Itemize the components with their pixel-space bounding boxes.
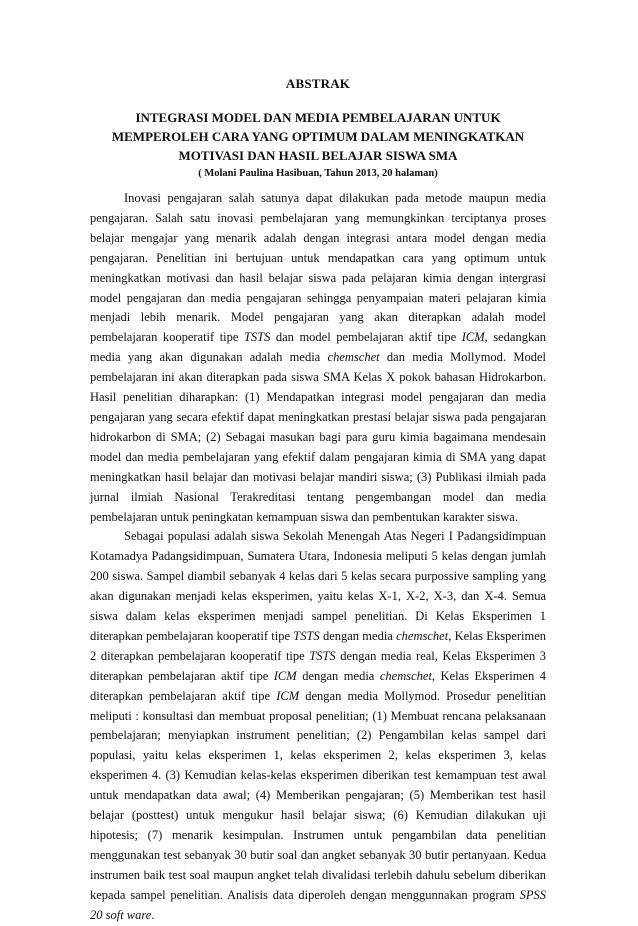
- author-line: ( Molani Paulina Hasibuan, Tahun 2013, 20 halaman): [198, 168, 438, 179]
- text-run: dengan media Mollymod. Prosedur penelitian meliputi : konsultasi dan membuat proposal penelitian; (1) Membuat rencana pelaksanaan pembelajaran; menyiapkan instrument penelitian; (2) Pengambilan kelas sampel dari populasi, yaitu kelas eksperimen 1, kelas eksperimen 2, kelas eksperimen 3, kelas eksperimen 4. (3) Kemudian kelas-kelas eksperimen diberikan test kemampuan test awal untuk mendapatkan data awal; (4) Memberikan pengajaran; (5) Memberikan test hasil belajar (posttest) untuk mengukur hasil belajar siswa; (6) Kemudian dilakukan uji hipotesis; (7) menarik kesimpulan. Instrumen untuk pengambilan data penelitian menggunakan test sebanyak 30 butir soal dan angket sebanyak 30 butir pertanyaan. Kedua instrumen baik test soal maupun angket telah divalidasi terlebih dahulu sebelum diberikan kepada sampel penelitian. Analisis data diperoleh dengan menggunnakan program: [90, 688, 546, 902]
- italic-term: ICM: [276, 688, 300, 703]
- text-run: , Kelas Eksperimen 2 diterapkan pembelajaran kooperatif tipe: [90, 628, 547, 663]
- title-line-2: MEMPEROLEH CARA YANG OPTIMUM DALAM MENINGKATKAN: [111, 129, 525, 144]
- text-run: , sedangkan media yang akan digunakan adalah media: [90, 330, 547, 365]
- text-run: Sebagai populasi adalah siswa Sekolah Menengah Atas Negeri I Padangsidimpuan Kotamadya Padangsidimpuan, Sumatera Utara, Indonesia meliputi 5 kelas dengan jumlah 200 siswa. Sampel diambil sebanyak 4 kelas dari 5 kelas secara purpossive sampling yang akan digunakan menjadi kelas eksperimen, yaitu kelas X-1, X-2, X-3, dan X-4. Semua siswa dalam kelas eksperimen menjadi sampel penelitian. Di Kelas Eksperimen 1 diterapkan pembelajaran kooperatif tipe: [90, 529, 546, 643]
- italic-term: SPSS 20 soft ware: [90, 887, 546, 922]
- italic-term: TSTS: [293, 628, 320, 643]
- text-run: dengan media: [319, 628, 397, 643]
- text-run: dengan media: [296, 668, 380, 683]
- italic-term: chemschet: [396, 628, 449, 643]
- text-run: , Kelas Eksperimen 4 diterapkan pembelajaran aktif tipe: [90, 668, 546, 703]
- abstract-heading: ABSTRAK: [285, 76, 351, 91]
- italic-term: ICM: [273, 668, 297, 683]
- text-run: dan model pembelajaran aktif tipe: [270, 330, 462, 345]
- title-line-1: INTEGRASI MODEL DAN MEDIA PEMBELAJARAN UNTUK: [135, 110, 501, 125]
- italic-term: TSTS: [243, 330, 271, 345]
- italic-term: TSTS: [309, 648, 336, 663]
- italic-term: chemschet: [327, 350, 380, 365]
- italic-term: chemschet: [379, 668, 432, 683]
- thesis-title: [90, 108, 546, 165]
- abstract-paragraph-2: [90, 527, 546, 925]
- text-run: .: [151, 907, 155, 922]
- text-run: dengan media real, Kelas Eksperimen 3 diterapkan pembelajaran aktif tipe: [90, 648, 546, 683]
- title-line-3: MOTIVASI DAN HASIL BELAJAR SISWA SMA: [178, 148, 458, 163]
- abstract-paragraph-1: [90, 189, 546, 527]
- text-run: dan media Mollymod. Model pembelajaran ini akan diterapkan pada siswa SMA Kelas X pokok bahasan Hidrokarbon. Hasil penelitian diharapkan: (1) Mendapatkan integrasi model pengajaran dan media pengajaran yang secara efektif dapat meningkatkan prestasi belajar siswa pada pengajaran hidrokarbon di SMA; (2) Sebagai masukan bagi para guru kimia bagaimana mendesain model dan media pembelajaran yang efektif dalam pengajaran kimia di SMA yang dapat meningkatkan hasil belajar dan motivasi belajar mandiri siswa; (3) Publikasi ilmiah pada jurnal ilmiah Nasional Terakreditasi tentang pengembangan model dan media pembelajaran untuk peningkatan kemampuan siswa dan pembentukan karakter siswa.: [90, 350, 546, 524]
- italic-term: ICM: [461, 330, 485, 345]
- text-run: Inovasi pengajaran salah satunya dapat dilakukan pada metode maupun media pengajaran. Salah satu inovasi pembelajaran yang memungkinkan terciptanya proses belajar mengajar yang menarik adalah dengan integrasi antara model dengan media pengajaran. Penelitian ini bertujuan untuk mendapatkan cara yang optimum untuk meningkatkan motivasi dan hasil belajar siswa pada pelajaran kimia dengan intergrasi model pengajaran dan media pengajaran sehingga penyampaian materi pelajaran kimia menjadi lebih menarik. Model pengajaran yang akan diterapkan adalah model pembelajaran kooperatif tipe: [90, 191, 546, 345]
- abstract-page: [90, 76, 546, 926]
